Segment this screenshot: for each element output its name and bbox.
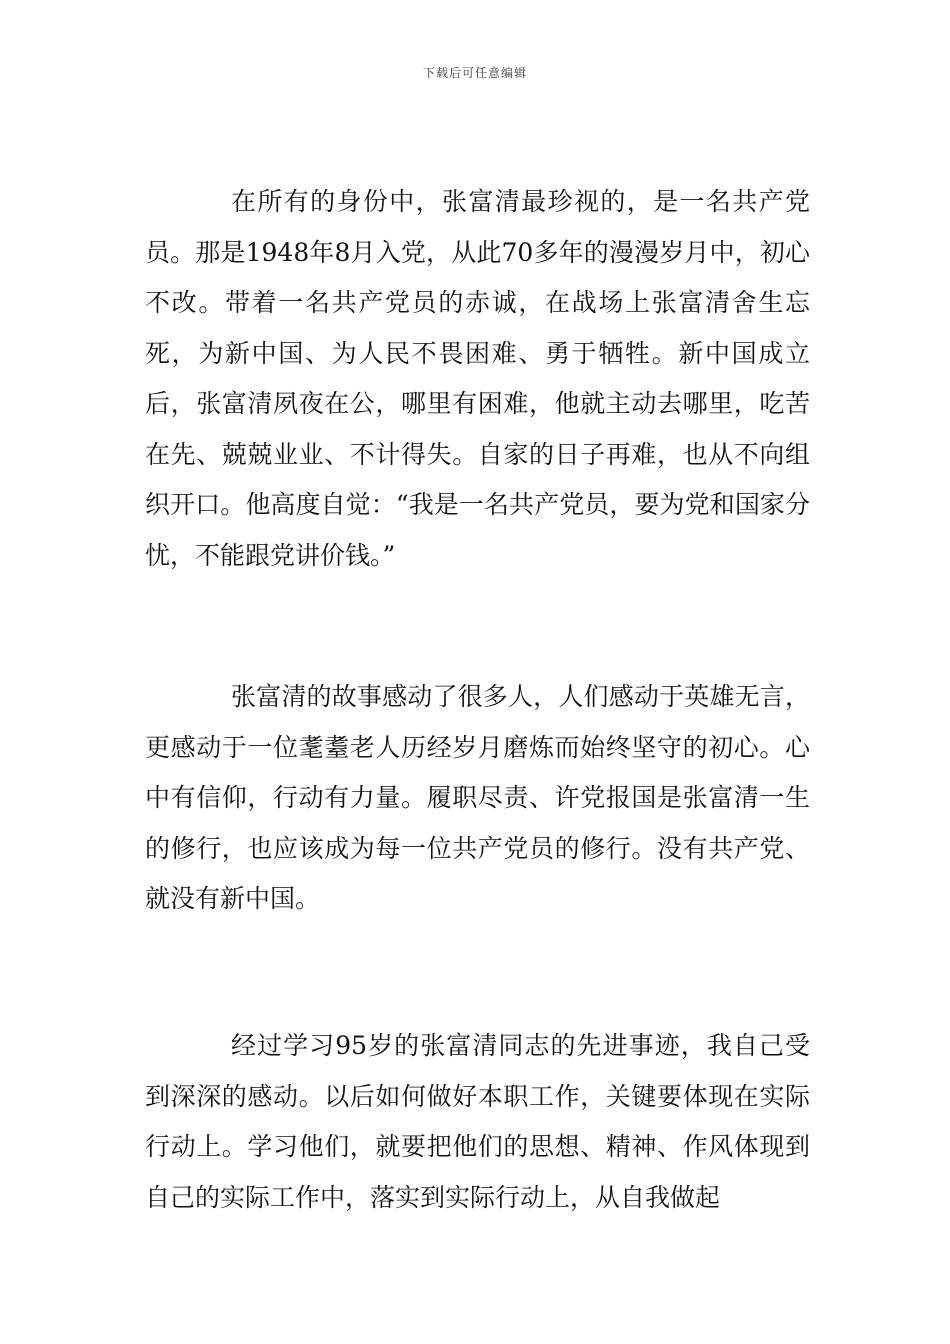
paragraph-3: 经过学习95岁的张富清同志的先进事迹，我自己受到深深的感动。以后如何做好本职工作，关键要体现在实际行动上。学习他们，就要把他们的思想、精神、作风体现到自己的实际工作中，落实到实际行动上，从自我做起 [145, 1031, 810, 1212]
paragraph-2: 张富清的故事感动了很多人，人们感动于英雄无言，更感动于一位耄耋老人历经岁月磨炼而始终坚守的初心。心中有信仰，行动有力量。履职尽责、许党报国是张富清一生的修行，也应该成为每一位共产党员的修行。没有共产党、就没有新中国。 [145, 682, 810, 913]
paragraph-block [145, 177, 810, 581]
paragraph-1: 在所有的身份中，张富清最珍视的，是一名共产党员。那是1948年8月入党，从此70多年的漫漫岁月中，初心不改。带着一名共产党员的赤诚，在战场上张富清舍生忘死，为新中国、为人民不畏困难、勇于牺牲。新中国成立后，张富清夙夜在公，哪里有困难，他就主动去哪里，吃苦在先、兢兢业业、不计得失。自家的日子再难，也从不向组织开口。他高度自觉：“我是一名共产党员，要为党和国家分忧，不能跟党讲价钱。” [145, 187, 810, 570]
paragraph-block [145, 1021, 810, 1223]
page-header-note: 下载后可任意编辑 [422, 66, 527, 80]
paragraph-block [145, 672, 810, 925]
